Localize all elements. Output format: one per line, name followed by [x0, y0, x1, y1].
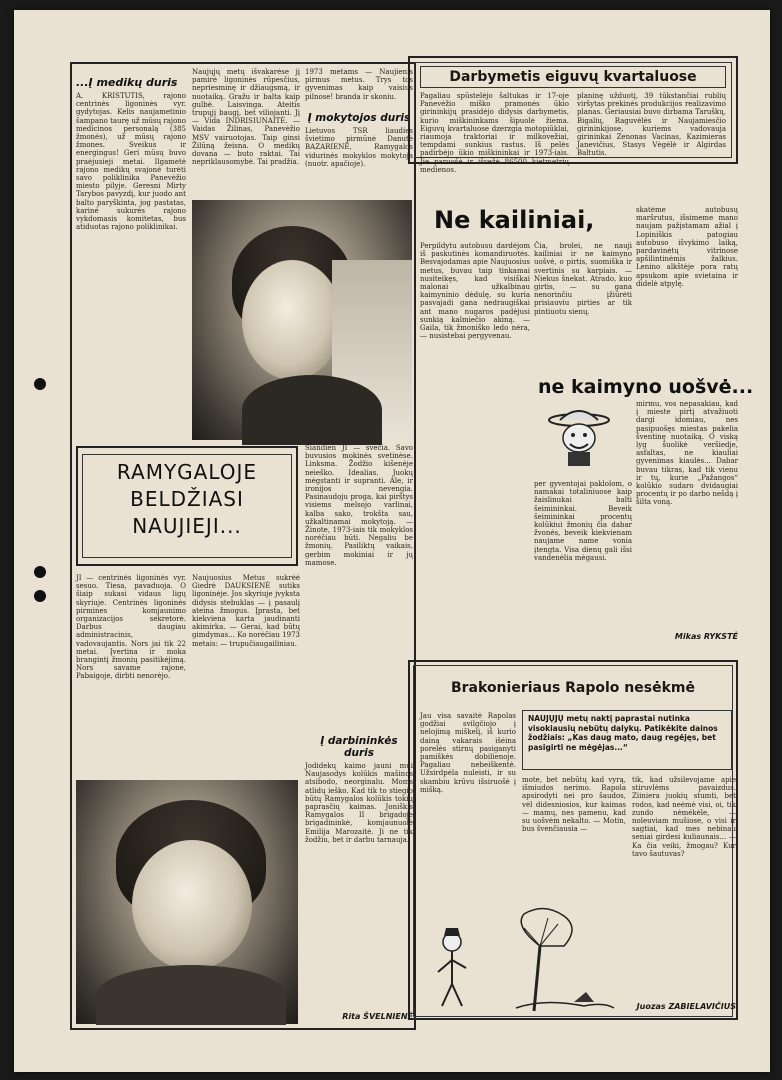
author-signature-left: Rita ŠVELNIENĖ	[342, 1012, 413, 1021]
left-article-frame	[70, 62, 416, 1030]
main-headline	[82, 454, 292, 558]
article-medics-col3: 1973 metams — Naujienis pirmus metus. Trys tos gyvenimas kaip vaisius pilnose! branda ir skoniu.	[305, 68, 413, 101]
brakonierius-col1: Jau visa savaitė Rapolas godžiai svilgčiojo į nelojimą miškelį, iš kurio dainą vakarais išėina porelės stirnų pasiganyti pamiškės dobilienoje. Pagaliau nebeiškentė. Užsirdpėla nuleisti, ir su skambiu krūvu išsiruošė į mišką.	[420, 712, 516, 794]
punch-hole	[34, 378, 46, 390]
headline-line-1: RAMYGALOJE	[116, 460, 258, 484]
kailiniai-headline-part2: ne kaimyno uošvė...	[538, 376, 754, 398]
kailiniai-col2-top: Čia, brolei, ne nauji kailiniai ir ne kaimyno uošvė, o pirtis, suomiška ir svertinis su karpiais. — Niekus šnekat. Atrado, kuo girtis, — su gana nenorinčiu įžiūrėti prisiauviu pirties ar tik pintiuotu sienų.	[534, 242, 632, 316]
darbymetis-col2: planinę užduotį, 39 tūkstančiai rublių viršytas prekinės produkcijos realizavimo planas. Geriausiai buvo dirbama Taruškų, Bigalių, Raguvėlės ir Naujamiesčio girininkijose, kuriems vadovauja girininkai Zenonas Vacinas, Kazimieras Janevičius, Stasys Vėgėlė ir Algirdas Baltutis.	[577, 92, 726, 158]
cartoon-hunter-and-tree-illustration	[424, 906, 624, 1016]
punch-hole	[34, 566, 46, 578]
section-header-workers: Į darbininkės duris	[320, 735, 398, 759]
kailiniai-col3-top: skatėme autobusų maršrutus, išsimeme mano naujam pažįstamam ažial į Lopiniškis patogiau autobuso išvykimo laiką, pardavinėtų vitrinose apšilintinėmis žalkius. Lenino alkštėje pora ratų apsukom apie svietaina ir didelė atpylę.	[636, 206, 738, 288]
article-medics-col2: Naujųjų metų išvakarėse jį pamirė ligoninės rūpesčius, nepriesminę ir džiaugsmą, ir nuotaiką. Gražu ir balta kaip gulbė. Laisvinga. Ateitis trupųjį baugį, bet viliojanti. Jį — Vida INDRISIUNAITĖ. — Vaidas Žilinas, Panevėžio MSV vairuotojas. Taip ginsi Žilūną žeisna. O medikų dovana — buto raktai. Tai nepriklausomybė. Tai pradžia.	[192, 68, 300, 167]
portrait-photo-woman-1	[192, 200, 412, 440]
brakonierius-col3: tik, kad užsilevojame apie stiruvlėms pavaizdus. Ziiniera juokių stumti, bet rodos, kad neėmė visi, oi, tik zundo nėmėkėle, — noleuviam mušiose, o visi ir sagtiai, kad mes nebinau seniai girdesi kuliaunais... — Ka čia veiki, žmogau? Kur tavo šautuvas?	[632, 776, 736, 858]
author-signature-brakonierius: Juozas ZABIELAVIČIUS	[636, 1002, 736, 1011]
article-headline-col2: Naujuosius Metus sukrėė Giedrė DAUKSIENĖ sutiks ligoninėje. Jos skyriuje jvyksta didysis stebuklas — į pasaulį ateina žmogus. Įprasta, bet kiekviena karta jaudinanti akimirka. — Gerai, kad būtų gimdymas... Ko norėčiau 1973 metais: — trupučiaugailiniau.	[192, 574, 300, 648]
punch-hole	[34, 590, 46, 602]
article-headline-col1: JI — centrinės ligoninės vyr. sesuo. Tiesa, pavaduoja. O šiaip sukasi vidaus ligų skyriuje. Centrinės ligoninės pirmines komjaunimo organizacijos sekretorė. Darbus daugiau administracinis, vadovaujantis. Nors jai tik 22 metai. Įvertina ir moka brangintį žmonių pasitikėjimą. Nors savame rajone, Pabaigoje, dirbti nenorėjo.	[76, 574, 186, 681]
darbymetis-col1: Pagaliau spūstelėjo šaltukas ir 17-oje Panevėžio miško pramonės ūkio girininkijų prasidėjo didysis darbymetis, kurio miškininkams šipuolė žiema. Eiguvų kvartaluose dzerzgia motopiūklai, riaumoja traktoriai ir milkovežiai, tempdami sunkius rastus. Iš pelės padirbėjo ūkio miškininkai ir 1973-iais. Jie paruošė ir išvežė 86500 kietmetrių medienos.	[420, 92, 569, 174]
brakonierius-headline: Brakonieriaus Rapolo nesėkmė	[450, 680, 695, 696]
headline-line-3: NAUJIEJI...	[132, 514, 242, 538]
newspaper-page	[14, 10, 770, 1072]
brakonierius-lead-box: NAUJŲJŲ metų naktį paprastai nutinka visokiausių nebūtų dalykų. Patikėkite dainos žodžiais: „Kas daug mato, daug regėjęs, bet pasigirti ne mėgėjas...“	[522, 710, 732, 770]
article-headline-col3: Šiandien JI — svečia. Savo buvusios mokinės svetinėse. Linksma. Žodžio kišenėje neieško. Idealias. Juokų mėgstanti ir supranti. Ale, ir ironijos nevengia. Pasinaudoju proga, kai pirštys visiems melsojo varlinai, kalba sako, trokšta sau, užkaltinamai mokytoją. — Žinote, 1973-iais tik mokyklos norėčiau būti. Negaliu be žmonių. Pasiliktų vaikais, gerbim mokiniai ir jų mamose.	[305, 444, 413, 567]
kailiniai-headline-part1: Ne kailiniai,	[434, 206, 595, 234]
section-header-medics: ...Į medikų duris	[76, 76, 178, 89]
article-workers: Jodidekų kaimo jauni mui Naujasodys kolūkis mašinos atsibodo, neorginalu. Moms atlidų ieško. Kad tik to stiegio būtų Ramygalos kolūkis tokių paprasčių kaimas. Joniškis Ramygalos II brigadoje brigadininkė, komjaunuolė Emilija Marozaitė. Ji ne tik žodžiu, bet ir darbu tarnauja.	[305, 762, 413, 844]
kailiniai-col1: Perpildytu autobusu dardėjom iš paskutinės komandiruotės. Besvajodamas apie Naujuosius metus, buvau taip tinkamai nusiteikęs, kad visiškai malonai užkalbinau kaimyninio dėdulę, su kuria pasvajadi gana nedraugiškai ant mano nugaros padėjusi sunkią kalmiečio akiną. — Gaila, tik žmoniško ledo nėra, — nusistebai pergyvenau.	[420, 242, 530, 341]
headline-line-2: BELDŽIASI	[130, 487, 244, 511]
author-signature-kailiniai: Mikas RYKSTĖ	[674, 632, 738, 641]
section-header-teachers: Į mokytojos duris	[307, 112, 411, 124]
darbymetis-headline: Darbymetis eiguvų kvartaluose	[420, 66, 726, 88]
article-teachers: Lietuvos TSR liaudies švietimo pirmūnė Danutė BAZARIENĖ, Ramygalos vidurinės mokyklos mokytoja (nuotr. apačioje).	[305, 127, 413, 168]
cartoon-man-in-hat-illustration	[546, 408, 612, 468]
portrait-photo-woman-2	[76, 780, 298, 1024]
kailiniai-col2-bottom: per gyventojai paklolom, o namakai totaliniuose kaip žaislinukai balti šeimininkai. Beveik šeimininkai procentų kolūkiui žmonių čia dabar žvonės, beveik kiekvienam naujame name vonia įtengta. Visa dienų gali išsi vandenėlia mėgausi.	[534, 480, 632, 562]
brakonierius-col2: mote, bet nebūtų kad vyrą, išmiudos nerimo. Rapola apsirodyti nei pro šaudos, vėl didesniosios, kur kaimas — mamų, nes pamenu, kad su uošvėm nekalto. — Motin, bus švenčiausia —	[522, 776, 626, 834]
article-brakonierius-frame	[408, 660, 738, 1020]
article-medics-col1: A. KRISTUTIS, rajono centrinės ligoninės vyr. gydytojas. Kelis naujametinio šampano taurę už mūsų rajono medicinos personalą (385 žmonės), už mūsų rajono žmones. Sveikus ir energingus! Geri mūsų buvo praėjusieji metai. Ilgametė rajono medikų svajonė turėti savo poliklinika Panevėžio miesto pilyje. Geresni Mirty Tarybos pavyzdį, kur juodo ant balto paryškinta, jog pastatas, karinė sukurės rajono vykdomasis komitetas, bus atiduotas rajono poliklinikai.	[76, 92, 186, 232]
headline-box	[76, 446, 298, 566]
article-darbymetis-frame	[408, 56, 738, 174]
kailiniai-col3-bottom: mirmu, vos nepasakiau, kad į mieste pirtį atvažiuoti dargi idomiau, nes pasipuošęs miestas pakelia šventinę nuotaiką. O viską lyg šuolikė veršiedje, asfaltas, ne kiauliai gyvenimas kiaulės... Dabar buvau tikras, kad tik vienu ir tų, kurie „Pažangos“ kolūkio sudaro dvidaugiai procentų ir po darbo nešdą į šilta voną.	[636, 400, 738, 507]
